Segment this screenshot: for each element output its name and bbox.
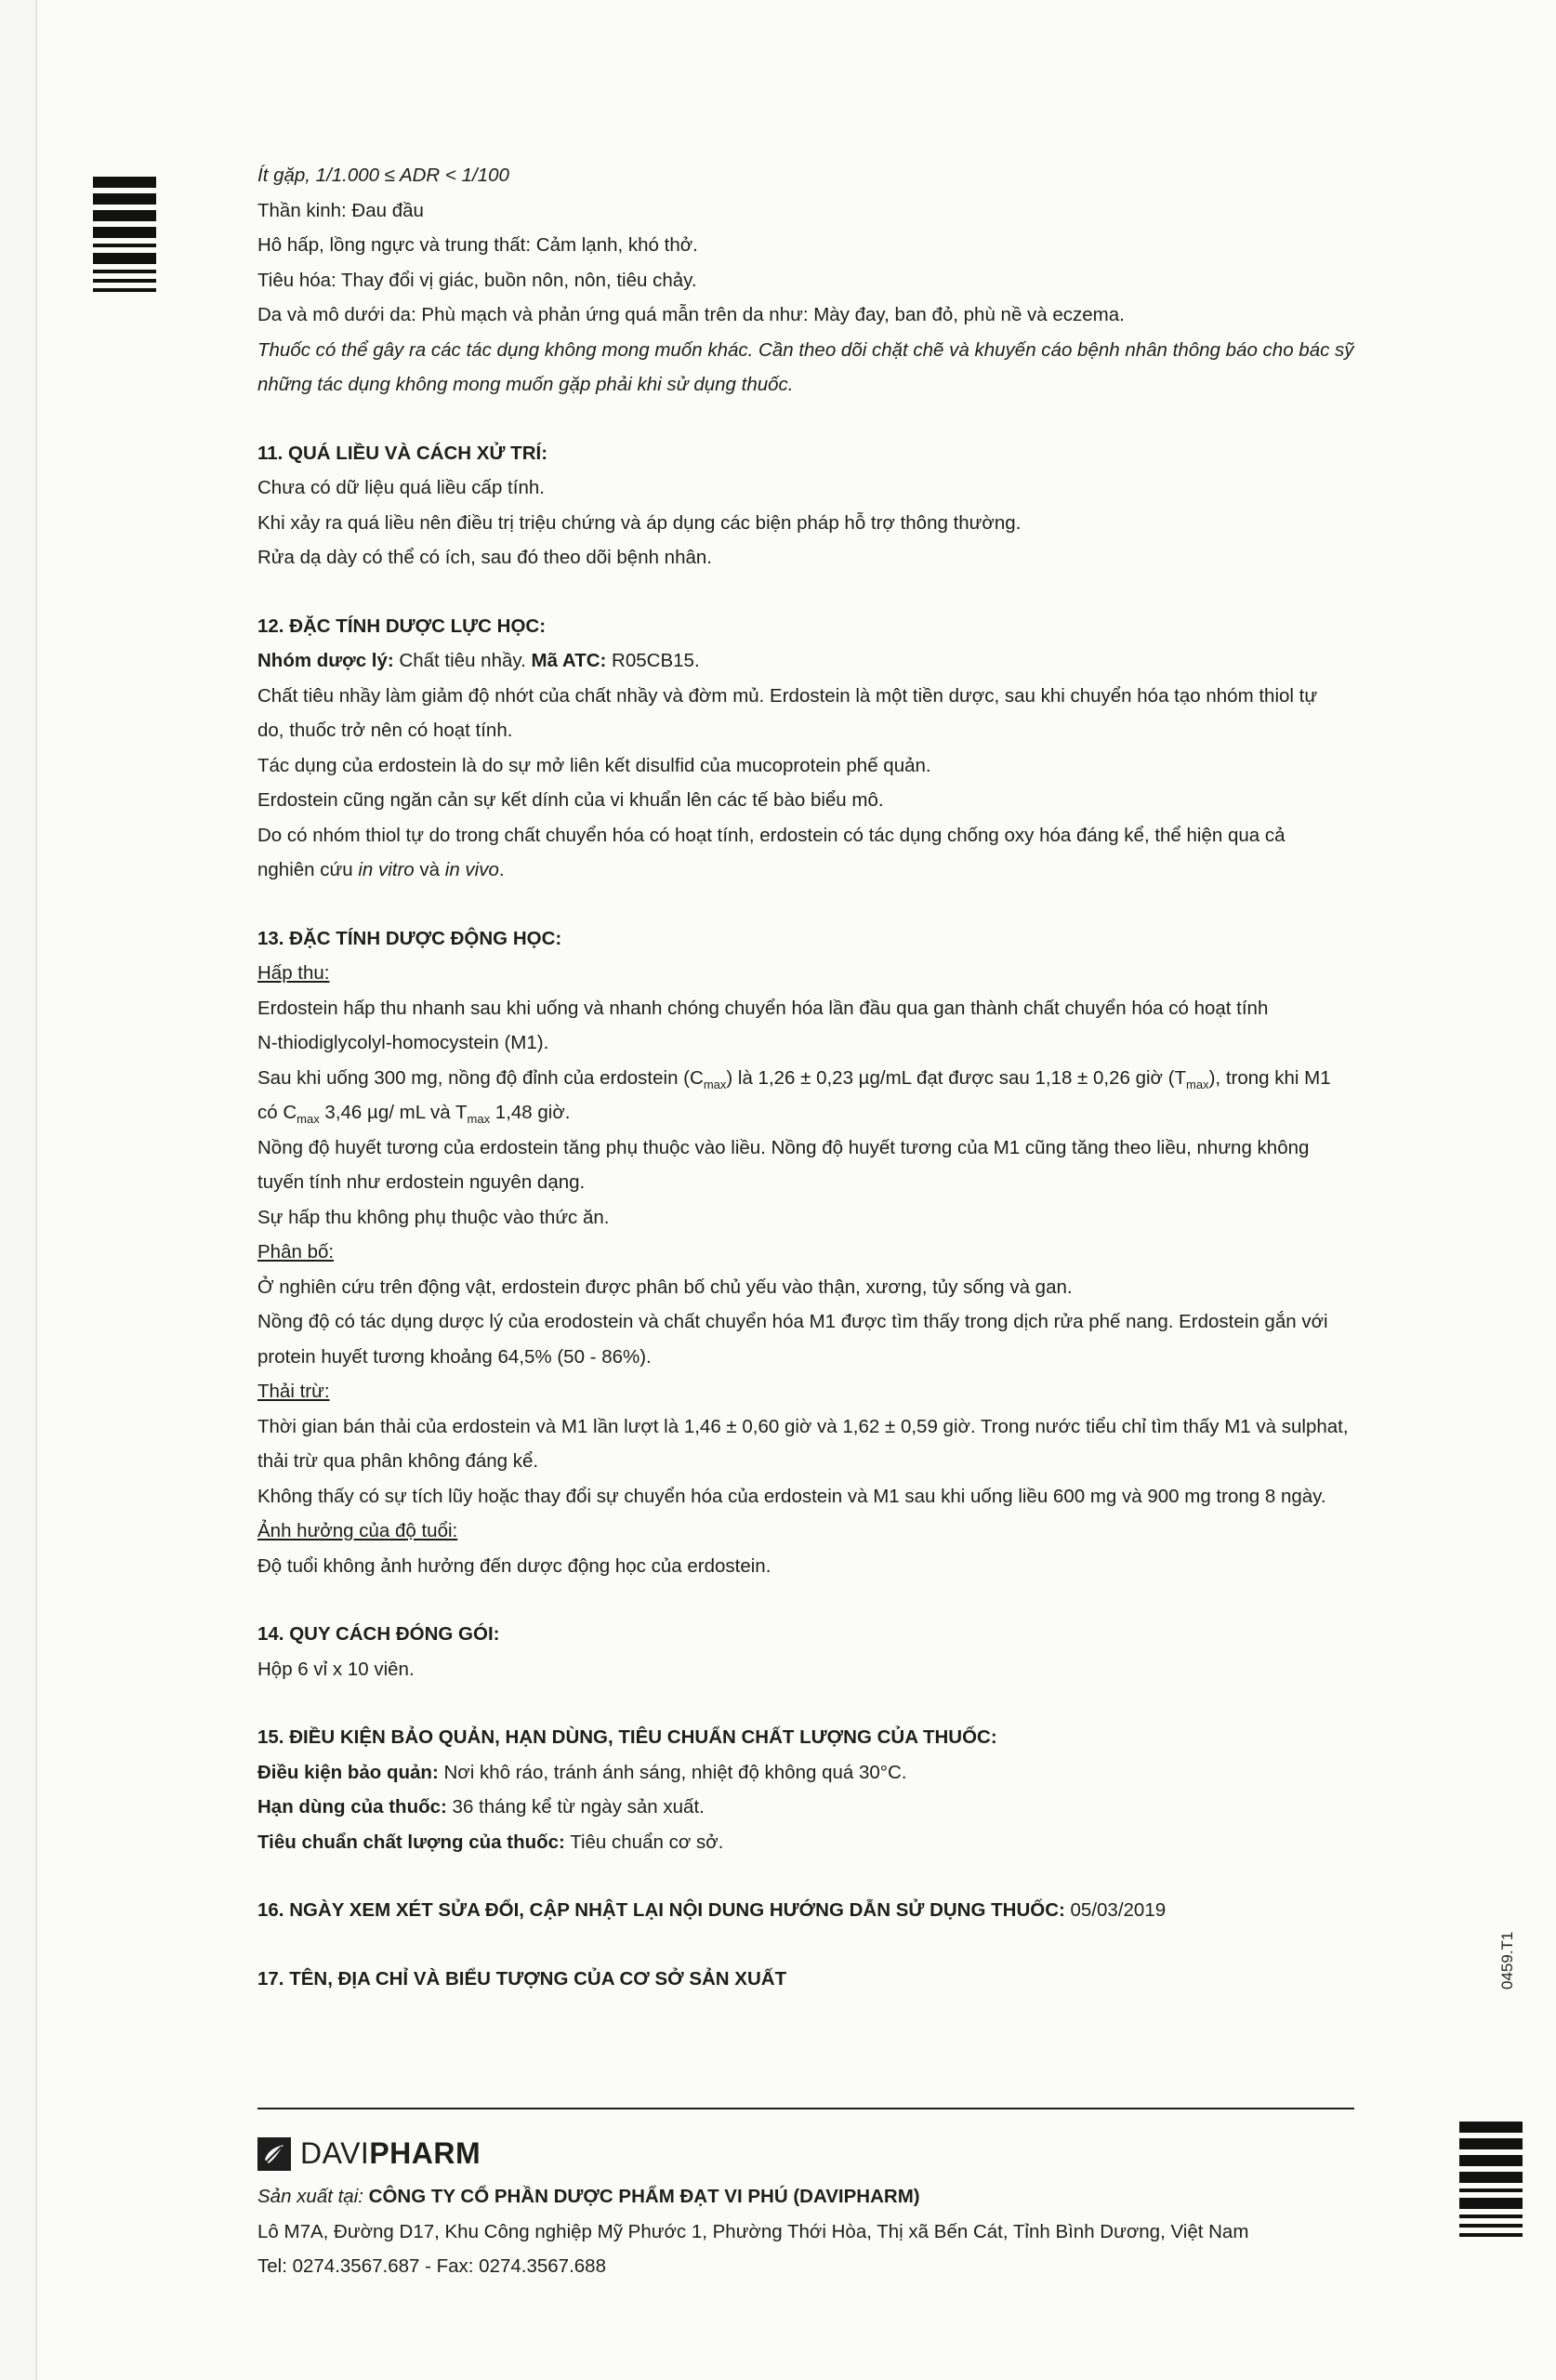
section-11-line: Rửa dạ dày có thể có ích, sau đó theo dõi bệnh nhân. [257,547,712,568]
manufacturer-line: Sản xuất tại: CÔNG TY CỔ PHẦN DƯỢC PHẨM ĐẠT VI PHÚ (DAVIPHARM) [257,2186,920,2207]
section-12-line: do, thuốc trở nên có hoạt tính. [257,720,513,741]
section-13-line: protein huyết tương khoảng 64,5% (50 - 86%). [257,1345,652,1368]
registration-barcode-right [1459,2122,1523,2242]
manufacturer-contact: Tel: 0274.3567.687 - Fax: 0274.3567.688 [257,2255,606,2277]
section-12-line: Do có nhóm thiol tự do trong chất chuyển hóa có hoạt tính, erdostein có tác dụng chống oxy hóa đáng kể, thể hiện qua cả [257,824,1286,846]
section-13-line: tuyến tính như erdostein nguyên dạng. [257,1171,586,1193]
packaging-line: Hộp 6 vỉ x 10 viên. [257,1658,415,1680]
section-13-line: Độ tuổi không ảnh hưởng đến dược động học của erdostein. [257,1554,771,1577]
registration-barcode-left [93,177,156,298]
section-13-line: Nồng độ huyết tương của erdostein tăng phụ thuộc vào liều. Nồng độ huyết tương của M1 cũng tăng theo liều, nhưng không [257,1136,1310,1158]
age-effect-subheading: Ảnh hưởng của độ tuổi: [257,1520,458,1541]
paper-edge [35,0,37,2380]
section-12-line: nghiên cứu in vitro và in vivo. [257,859,505,880]
section-12-line: Erdostein cũng ngăn cản sự kết dính của vi khuẩn lên các tế bào biểu mô. [257,789,884,811]
section-11-heading: 11. QUÁ LIỀU VÀ CÁCH XỬ TRÍ: [257,442,548,464]
elimination-subheading: Thải trừ: [257,1381,330,1402]
adr-line: Hô hấp, lồng ngực và trung thất: Cảm lạnh, khó thở. [257,234,698,256]
section-14-heading: 14. QUY CÁCH ĐÓNG GÓI: [257,1623,500,1645]
section-13-line: Sự hấp thu không phụ thuộc vào thức ăn. [257,1206,610,1228]
storage-conditions: Điều kiện bảo quản: Nơi khô ráo, tránh ánh sáng, nhiệt độ không quá 30°C. [257,1761,907,1783]
section-13-line: Không thấy có sự tích lũy hoặc thay đổi sự chuyển hóa của erdostein và M1 sau khi uống liều 600 mg và 900 mg trong 8 ngày. [257,1485,1326,1507]
section-12-line: Chất tiêu nhầy làm giảm độ nhớt của chất nhầy và đờm mủ. Erdostein là một tiền dược, sau khi chuyển hóa tạo nhóm thiol tự [257,684,1318,707]
section-12-line: Tác dụng của erdostein là do sự mở liên kết disulfid của mucoprotein phế quản. [257,754,931,776]
davipharm-logo-icon [257,2137,291,2171]
section-12-heading: 12. ĐẶC TÍNH DƯỢC LỰC HỌC: [257,615,547,637]
section-13-line: thải trừ qua phân không đáng kể. [257,1450,539,1472]
quality-standard: Tiêu chuẩn chất lượng của thuốc: Tiêu chuẩn cơ sở. [257,1831,724,1853]
section-13-line: Thời gian bán thải của erdostein và M1 lần lượt là 1,46 ± 0,60 giờ và 1,62 ± 0,59 giờ. Trong nước tiểu chỉ tìm thấy M1 và sulphat, [257,1415,1349,1437]
section-17-heading: 17. TÊN, ĐỊA CHỈ VÀ BIỂU TƯỢNG CỦA CƠ SỞ SẢN XUẤT [257,1967,787,1990]
adr-line: Tiêu hóa: Thay đổi vị giác, buồn nôn, nôn, tiêu chảy. [257,269,697,291]
section-13-line: Ở nghiên cứu trên động vật, erdostein được phân bố chủ yếu vào thận, xương, tủy sống và gan. [257,1276,1073,1298]
section-15-heading: 15. ĐIỀU KIỆN BẢO QUẢN, HẠN DÙNG, TIÊU CHUẨN CHẤT LƯỢNG CỦA THUỐC: [257,1726,997,1748]
davipharm-logo-text: DAVIPHARM [300,2136,481,2170]
absorption-subheading: Hấp thu: [257,962,330,984]
section-16-heading: 16. NGÀY XEM XÉT SỬA ĐỔI, CẬP NHẬT LẠI NỘI DUNG HƯỚNG DẪN SỬ DỤNG THUỐC: 05/03/2019 [257,1899,1167,1921]
section-11-line: Khi xảy ra quá liều nên điều trị triệu chứng và áp dụng các biện pháp hỗ trợ thông thường. [257,511,1022,534]
adr-note: Thuốc có thể gây ra các tác dụng không mong muốn khác. Cần theo dõi chặt chẽ và khuyến cáo bệnh nhân thông báo cho bác sỹ [257,338,1354,361]
shelf-life: Hạn dùng của thuốc: 36 tháng kể từ ngày sản xuất. [257,1796,705,1818]
section-13-line: Erdostein hấp thu nhanh sau khi uống và nhanh chóng chuyển hóa lần đầu qua gan thành chất chuyển hóa có hoạt tính [257,997,1269,1019]
section-11-line: Chưa có dữ liệu quá liều cấp tính. [257,477,545,498]
adr-line: Thần kinh: Đau đầu [257,199,424,221]
section-13-line: có $C_{max}$ 3,46 µg/ mL và $T_{max}$ 1,48 giờ. [257,1102,571,1127]
pharmacologic-group: Nhóm dược lý: Chất tiêu nhầy. Mã ATC: R05CB15. [257,650,700,671]
manufacturer-info [257,2179,1248,2284]
section-13-line: Nồng độ có tác dụng dược lý của erodostein và chất chuyển hóa M1 được tìm thấy trong dịch rửa phế nang. Erdostein gắn với [257,1311,1328,1332]
footer-divider [257,2108,1354,2109]
adr-note: những tác dụng không mong muốn gặp phải khi sử dụng thuốc. [257,374,794,395]
section-13-line: N-thiodiglycolyl-homocystein (M1). [257,1032,549,1053]
adr-line: Da và mô dưới da: Phù mạch và phản ứng quá mẫn trên da như: Mày đay, ban đỏ, phù nề và eczema. [257,304,1125,325]
davipharm-logo [257,2136,481,2171]
manufacturer-address: Lô M7A, Đường D17, Khu Công nghiệp Mỹ Phước 1, Phường Thới Hòa, Thị xã Bến Cát, Tỉnh Bình Dương, Việt Nam [257,2220,1249,2242]
adr-frequency: Ít gặp, 1/1.000 ≤ ADR < 1/100 [257,165,509,186]
section-13-heading: 13. ĐẶC TÍNH DƯỢC ĐỘNG HỌC: [257,927,562,949]
document-code: 0459.T1 [1498,1931,1516,1990]
leaflet-content [257,158,1373,1996]
section-13-line: Sau khi uống 300 mg, nồng độ đỉnh của erdostein $(C_{max})$ là 1,26 ± 0,23 µg/mL đạt được sau 1,18 ± 0,26 giờ $(T_{max})$, trong khi M1 [257,1066,1331,1091]
distribution-subheading: Phân bố: [257,1241,335,1263]
